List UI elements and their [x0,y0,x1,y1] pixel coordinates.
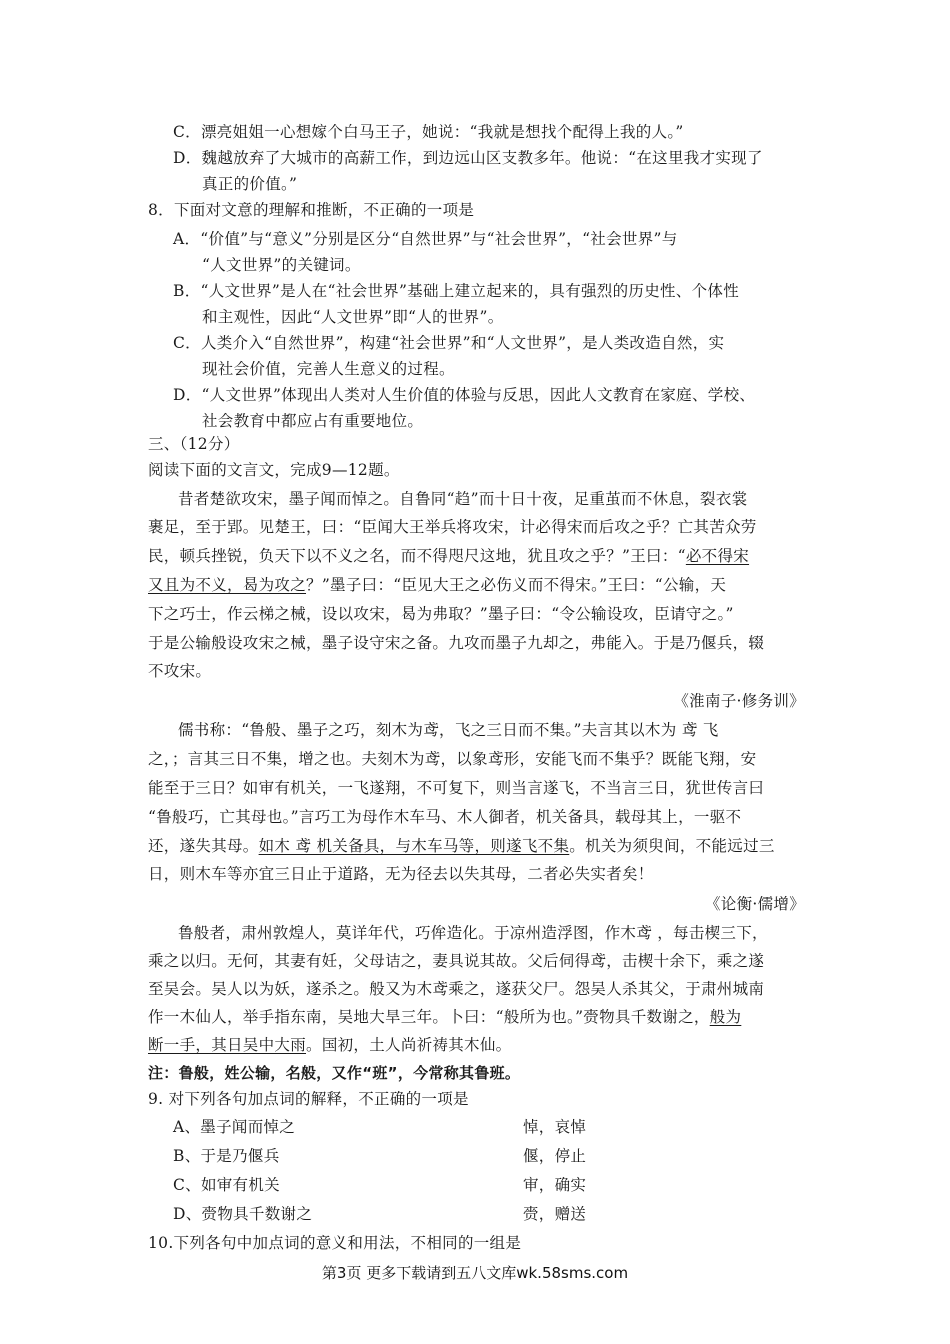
passage3-line: 断一手，其日吴中大雨。国初，土人尚祈祷其木仙。 [148,1036,512,1054]
q8-option-c: C．人类介入“自然世界”，构建“社会世界”和“人文世界”，是人类改造自然，实 [173,334,725,352]
passage2-line: 日，则木车等亦宜三日止于道路，无为径去以失其母，二者必失实者矣！ [148,865,654,883]
passage2-line: “鲁般巧，亡其母也。”言巧工为母作木车马、木人御者，机关备具，载母其上，一驱不 [148,808,742,826]
underlined-sentence: 般为 [709,1008,742,1026]
passage3-line: 至吴会。吴人以为妖，遂杀之。般又为木鸢乘之，遂获父尸。怨吴人杀其父，于肃州城南 [148,980,765,998]
passage2-line: 还，遂失其母。如木 鸢 机关备具，与木车马等，则遂飞不集。机关为须臾间，不能远过三 [148,837,775,855]
passage1-source: 《淮南子·修务训》 [673,692,805,710]
q9-stem: 9. 对下列各句加点词的解释，不正确的一项是 [148,1090,469,1108]
q8-option-a-cont: “人文世界”的关键词。 [202,256,361,274]
passage1-line: 于是公输般设攻宋之械，墨子设守宋之备。九攻而墨子九却之，弗能入。于是乃偃兵，辍 [148,634,765,652]
underlined-sentence: 断一手，其日吴中大雨 [148,1036,307,1054]
section-heading: 三、（12分） [148,435,240,453]
q8-option-a: A．“价值”与“意义”分别是区分“自然世界”与“社会世界”，“社会世界”与 [173,230,678,248]
passage1-line: 下之巧士，作云梯之械，设以攻宋，曷为弗取？”墨子曰：“令公输设攻，臣请守之。” [148,605,734,623]
passage2-line: 儒书称：“鲁般、墨子之巧，刻木为鸢，飞之三日而不集。”夫言其以木为 鸢 飞 [178,721,719,739]
passage1-line: 又且为不义，曷为攻之？”墨子曰：“臣见大王之必伤义而不得宋。”王曰：“公输，天 [148,576,727,594]
passage3-line: 作一木仙人，举手指东南，吴地大旱三年。卜曰：“般所为也。”赍物具千数谢之，般为 [148,1008,742,1026]
q8-option-d-cont: 社会教育中都应占有重要地位。 [202,412,424,430]
note: 注：鲁般，姓公输，名般，又作“班”，今常称其鲁班。 [148,1064,521,1082]
q7-option-c: C．漂亮姐姐一心想嫁个白马王子，她说：“我就是想找个配得上我的人。” [173,123,684,141]
q10-stem: 10.下列各句中加点词的意义和用法，不相同的一组是 [148,1234,522,1252]
passage1-line: 不攻宋。 [148,662,212,680]
q7-option-d-cont: 真正的价值。” [202,175,298,193]
q8-option-b: B．“人文世界”是人在“社会世界”基础上建立起来的，具有强烈的历史性、个体性 [173,282,739,300]
q9-option: C、如审有机关 审，确实 [173,1176,587,1194]
q8-option-b-cont: 和主观性，因此“人文世界”即“人的世界”。 [202,308,504,326]
q7-option-d: D．魏越放弃了大城市的高薪工作，到边远山区支教多年。他说：“在这里我才实现了 [173,149,763,167]
passage2-line: 之，；言其三日不集，增之也。夫刻木为鸢，以象鸢形，安能飞而不集乎？既能飞翔，安 [148,750,757,768]
q9-gloss: 审，确实 [523,1176,587,1194]
passage2-line: 能至于三日？如审有机关，一飞遂翔，不可复下，则当言遂飞，不当言三日，犹世传言曰 [148,779,765,797]
q9-gloss: 偃，停止 [523,1147,587,1165]
q8-option-c-cont: 现社会价值，完善人生意义的过程。 [202,360,455,378]
passage1-line: 裹足，至于郢。见楚王，曰：“臣闻大王举兵将攻宋，计必得宋而后攻之乎？亡其苦众劳 [148,518,757,536]
passage3-line: 乘之以归。无何，其妻有妊，父母诘之，妻具说其故。父后伺得鸢，击楔十余下，乘之遂 [148,952,765,970]
q8-option-d: D．“人文世界”体现出人类对人生价值的体验与反思，因此人文教育在家庭、学校、 [173,386,756,404]
section-intro: 阅读下面的文言文，完成9—12题。 [148,461,400,479]
q9-option: A、墨子闻而悼之 悼，哀悼 [173,1118,587,1136]
q9-option: D、赍物具千数谢之 赍，赠送 [173,1205,587,1223]
passage3-line: 鲁般者，肃州敦煌人，莫详年代，巧侔造化。于凉州造浮图，作木鸢 ，每击楔三下， [178,924,768,942]
q9-option: B、于是乃偃兵 偃，停止 [173,1147,587,1165]
passage1-line: 昔者楚欲攻宋，墨子闻而悼之。自鲁同“趋”而十日十夜，足重茧而不休息，裂衣裳 [178,490,748,508]
passage1-line: 民，顿兵挫锐，负天下以不义之名，而不得咫尺这地，犹且攻之乎？”王曰：“必不得宋 [148,547,750,565]
underlined-sentence: 必不得宋 [685,547,750,565]
underlined-sentence: 如木 鸢 机关备具，与木车马等，则遂飞不集 [258,837,570,855]
page-footer: 第3页 更多下载请到五八文库wk.58sms.com [321,1264,629,1282]
underlined-sentence: 又且为不义，曷为攻之 [148,576,307,594]
q9-gloss: 赍，赠送 [523,1205,587,1223]
passage2-source: 《论衡·儒增》 [704,895,805,913]
q8-stem: 8．下面对文意的理解和推断，不正确的一项是 [148,201,475,219]
q9-gloss: 悼，哀悼 [523,1118,587,1136]
